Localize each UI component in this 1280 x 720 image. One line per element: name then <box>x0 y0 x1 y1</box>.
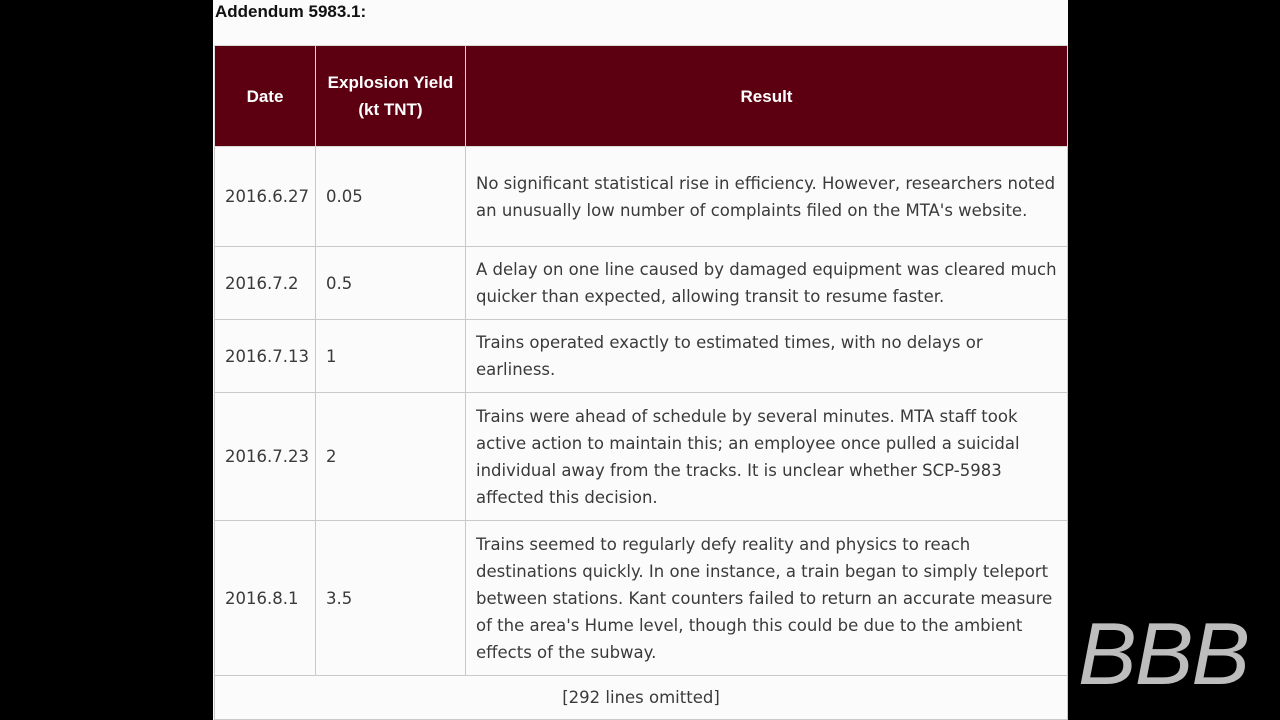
result-cell: A delay on one line caused by damaged equipment was cleared much quicker than expected, allowing transit to resume faster. <box>466 247 1068 320</box>
date-cell: 2016.8.1 <box>215 521 316 676</box>
result-cell: Trains seemed to regularly defy reality and physics to reach destinations quickly. In one instance, a train began to simply teleport between stations. Kant counters failed to return an accurate measure of the area's Hume level, though this could be due to the ambient effects of the subway. <box>466 521 1068 676</box>
yield-cell: 3.5 <box>316 521 466 676</box>
table-row <box>215 147 1068 247</box>
date-cell: 2016.7.13 <box>215 320 316 393</box>
header-date: Date <box>215 46 316 147</box>
watermark-logo: BBB <box>1078 604 1249 703</box>
document-page <box>213 0 1068 720</box>
result-cell: No significant statistical rise in efficiency. However, researchers noted an unusually low number of complaints filed on the MTA's website. <box>466 147 1068 247</box>
result-cell: Trains operated exactly to estimated times, with no delays or earliness. <box>466 320 1068 393</box>
table-row <box>215 393 1068 521</box>
omitted-lines-row <box>215 676 1068 720</box>
omitted-lines-note: [292 lines omitted] <box>215 676 1068 720</box>
table-row <box>215 247 1068 320</box>
result-cell: Trains were ahead of schedule by several minutes. MTA staff took active action to maintain this; an employee once pulled a suicidal individual away from the tracks. It is unclear whether SCP-5983 affected this decision. <box>466 393 1068 521</box>
date-cell: 2016.7.2 <box>215 247 316 320</box>
table-header-row <box>215 46 1068 147</box>
date-cell: 2016.7.23 <box>215 393 316 521</box>
header-result: Result <box>466 46 1068 147</box>
table-row <box>215 320 1068 393</box>
addendum-table <box>214 45 1068 720</box>
table-row <box>215 521 1068 676</box>
yield-cell: 1 <box>316 320 466 393</box>
date-cell: 2016.6.27 <box>215 147 316 247</box>
yield-cell: 0.5 <box>316 247 466 320</box>
header-explosion-yield: Explosion Yield (kt TNT) <box>316 46 466 147</box>
yield-cell: 2 <box>316 393 466 521</box>
addendum-heading: Addendum 5983.1: <box>215 2 367 21</box>
yield-cell: 0.05 <box>316 147 466 247</box>
